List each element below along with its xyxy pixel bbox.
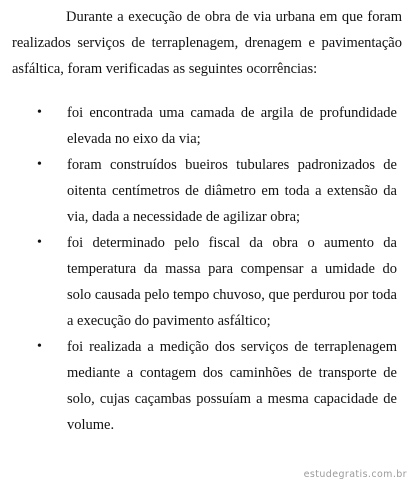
- list-item-text: foram construídos bueiros tubulares padronizados de oitenta centímetros de diâmetro em toda a extensão da via, dada a necessidade de agilizar obra;: [67, 157, 397, 225]
- intro-paragraph: Durante a execução de obra de via urbana em que foram realizados serviços de terraplenagem, drenagem e pavimentação asfáltica, foram verificadas as seguintes ocorrências:: [12, 9, 402, 77]
- bullet-icon: •: [37, 235, 42, 250]
- occurrence-list: [0, 100, 413, 438]
- bullet-icon: •: [37, 105, 42, 120]
- list-item: [0, 100, 397, 152]
- watermark: estudegratis.com.br: [303, 469, 407, 480]
- bullet-icon: •: [37, 157, 42, 172]
- list-item: [0, 230, 397, 334]
- list-item: [0, 334, 397, 438]
- list-item-text: foi realizada a medição dos serviços de terraplenagem mediante a contagem dos caminhões de transporte de solo, cujas caçambas possuíam a mesma capacidade de volume.: [67, 339, 397, 433]
- list-item-text: foi encontrada uma camada de argila de profundidade elevada no eixo da via;: [67, 105, 397, 147]
- list-item-text: foi determinado pelo fiscal da obra o aumento da temperatura da massa para compensar a umidade do solo causada pelo tempo chuvoso, que perdurou por toda a execução do pavimento asfáltico;: [67, 235, 397, 329]
- bullet-icon: •: [37, 339, 42, 354]
- list-item: [0, 152, 397, 230]
